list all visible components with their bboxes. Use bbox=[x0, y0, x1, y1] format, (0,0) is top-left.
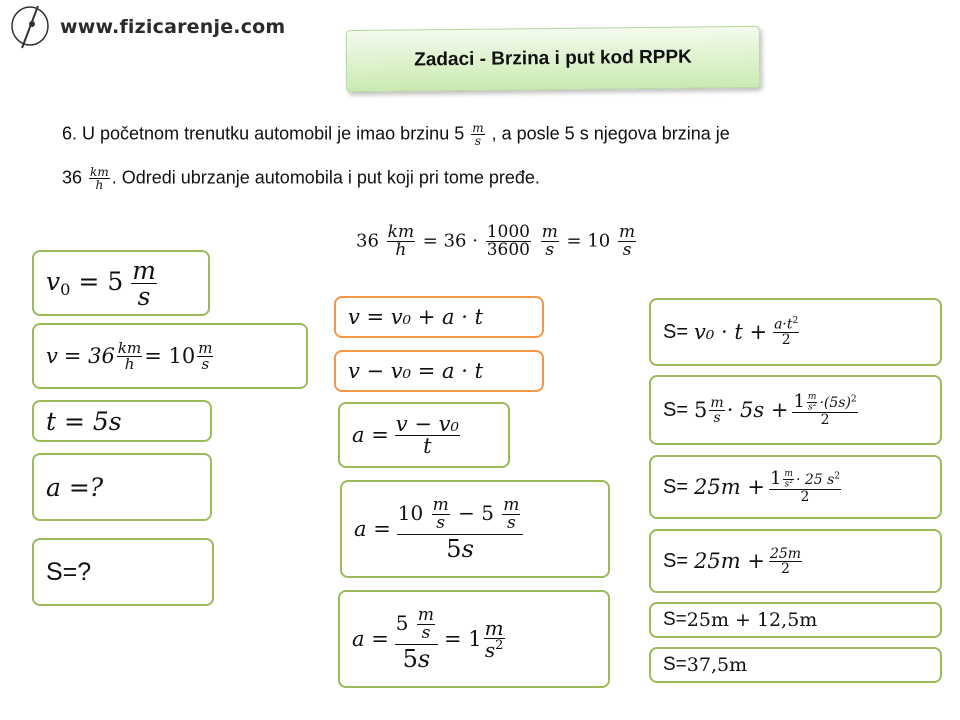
given-a: a =? bbox=[32, 453, 212, 521]
site-url: www.fizicarenje.com bbox=[60, 16, 286, 38]
formula-acceleration-result: a = 5 $\frac{m}{s}$ 5s = 1 $\frac{m}{s^2}$ bbox=[338, 590, 610, 688]
path-formula: S= v₀ · t + $\frac{a\cdot t^2}{2}$ bbox=[649, 298, 942, 366]
path-step-3: S= 25m + 1 $\frac{m}{s^2}$ · 25 $s^2$ 2 bbox=[649, 455, 942, 519]
unit-fraction: $\frac{km}{h}$ bbox=[90, 165, 109, 192]
given-t: t = 5s bbox=[32, 400, 212, 442]
path-result: S= 37,5m bbox=[649, 647, 942, 683]
unit-fraction: $\frac{m}{s}$ bbox=[472, 121, 484, 148]
formula-acceleration-substituted: a = 10 $\frac{m}{s}$ − 5 $\frac{m}{s}$ 5s bbox=[340, 480, 610, 578]
problem-text: , a posle 5 s njegova brzina je bbox=[491, 123, 730, 144]
path-step-5: S= 25m + 12,5m bbox=[649, 602, 942, 638]
problem-text: 36 bbox=[62, 167, 83, 188]
given-v: v = 36 $\frac{km}{h}$ = 10 $\frac{m}{s}$ bbox=[32, 323, 308, 389]
problem-line-1 bbox=[62, 122, 730, 147]
unit-conversion: 36 $\frac{km}{h}$ = 36 · $\frac{1000}{3600}$ $\frac{m}{s}$ = 10 $\frac{m}{s}$ bbox=[356, 222, 636, 260]
logo-icon bbox=[8, 4, 52, 52]
given-S: S=? bbox=[32, 538, 214, 606]
problem-text: . Odredi ubrzanje automobila i put koji pri tome pređe. bbox=[111, 167, 540, 188]
formula-velocity: v = v₀ + a · t bbox=[334, 296, 544, 338]
page-title: Zadaci - Brzina i put kod RPPK bbox=[346, 26, 761, 92]
given-v0: $v_0 = 5$ $\frac{m}{s}$ bbox=[32, 250, 210, 316]
path-step-4: S= 25m + $\frac{25m}{2}$ bbox=[649, 529, 942, 593]
problem-line-2 bbox=[62, 166, 540, 191]
path-substituted: S= 5 $\frac{m}{s}$ · 5s + 1 $\frac{m}{s^2}$ $\cdot(5s)^2$ 2 bbox=[649, 375, 942, 445]
site-logo[interactable] bbox=[8, 4, 298, 54]
formula-velocity-rearranged: v − v₀ = a · t bbox=[334, 350, 544, 392]
formula-acceleration: a = $\frac{\text{v − v₀}}{t}$ bbox=[338, 402, 510, 468]
problem-text: 6. U početnom trenutku automobil je imao brzinu 5 bbox=[62, 123, 465, 144]
